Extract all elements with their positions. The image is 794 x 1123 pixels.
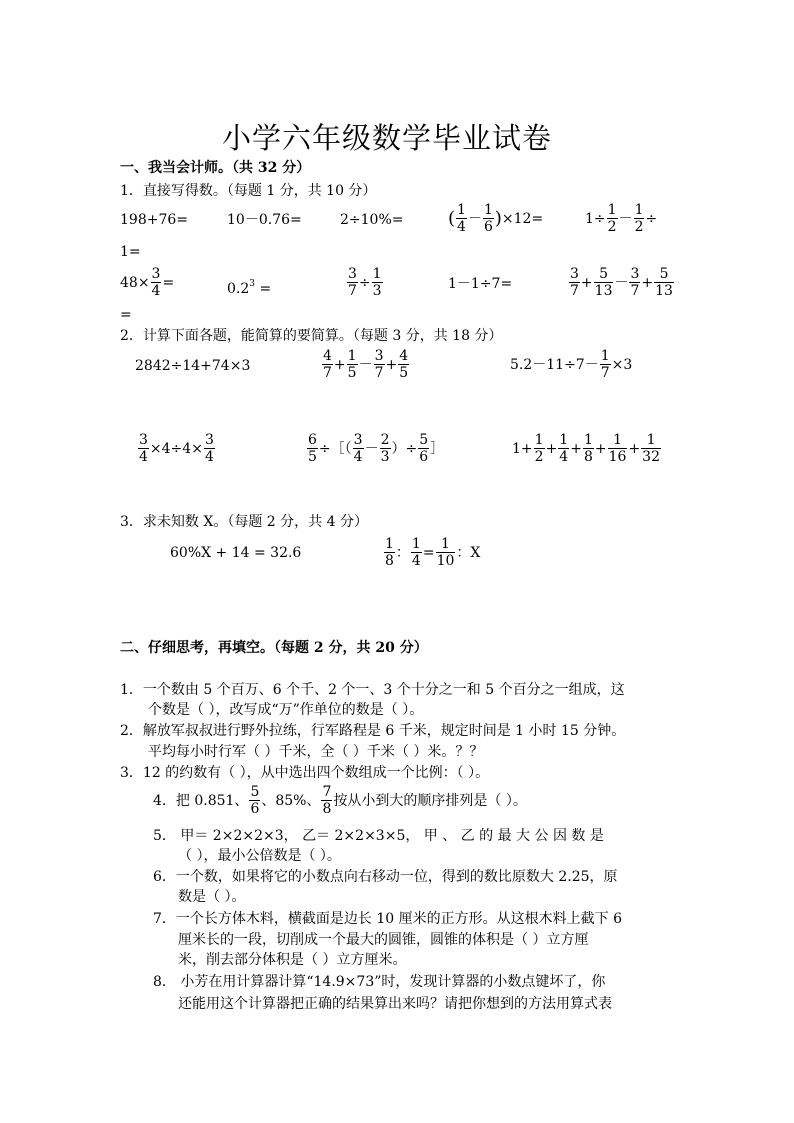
s2-line: （ ），最小公倍数是（ ）。: [178, 848, 341, 864]
fraction: $\frac{3}{4}$: [151, 266, 161, 299]
fraction: $\frac{3}{7}$: [374, 348, 384, 381]
fraction: $\frac{5}{6}$: [419, 432, 429, 465]
q2-item-6: 1+ $\frac{1}{2}$ + $\frac{1}{4}$ + $\frac{1}{8}$ + $\frac{1}{16}$ + $\frac{1}{32}$: [512, 432, 660, 465]
fraction: $\frac{3}{4}$: [204, 432, 214, 465]
fraction: $\frac{4}{7}$: [323, 348, 332, 381]
q1-item-4: ( $\frac{1}{4}$ － $\frac{1}{6}$ )×12=: [448, 202, 544, 235]
fraction: $\frac{1}{2}$: [534, 432, 544, 465]
q1-item-1: 198+76=: [120, 212, 188, 228]
fraction: $\frac{1}{4}$: [559, 432, 569, 465]
fraction: $\frac{1}{3}$: [372, 266, 382, 299]
fraction: $\frac{3}{7}$: [630, 266, 640, 299]
q3-item-1: 60%X + 14 = 32.6: [170, 545, 302, 561]
fraction: $\frac{3}{4}$: [139, 432, 148, 465]
fraction: $\frac{1}{10}$: [436, 536, 455, 569]
s2-line: 个数是（ ），改写成“万”作单位的数是（ ）。: [148, 702, 424, 718]
q1-item-5: 1÷ $\frac{1}{2}$ － $\frac{1}{2}$ ÷: [585, 202, 658, 235]
q1-wrap-1: 1=: [120, 244, 141, 260]
q1-item-6: 48× $\frac{3}{4}$ =: [120, 266, 175, 299]
s2-line: 厘米长的一段，切削成一个最大的圆锥，圆锥的体积是（ ）立方厘: [178, 932, 589, 948]
s2-line: 3．12 的约数有（ ），从中选出四个数组成一个比例：（ ）。: [120, 765, 490, 781]
q2-item-3: 5.2－11÷7－ $\frac{1}{7}$ ×3: [510, 348, 633, 381]
q1-wrap-2: =: [120, 307, 132, 323]
q2-item-5: $\frac{6}{5}$ ÷［（ $\frac{3}{4}$ － $\frac{2}{3}$ ）÷ $\frac{5}{6}$ ］: [308, 432, 445, 465]
s2-line: 7．一个长方体木料，横截面是边长 10 厘米的正方形。从这根木料上截下 6: [153, 911, 622, 927]
fraction: $\frac{5}{6}$: [250, 784, 260, 817]
q1-heading: 1．直接写得数。（每题 1 分，共 10 分）: [120, 183, 377, 199]
fraction: $\frac{1}{7}$: [600, 348, 610, 381]
fraction: $\frac{5}{13}$: [594, 266, 613, 299]
fraction: $\frac{1}{16}$: [608, 432, 627, 465]
fraction: $\frac{1}{32}$: [642, 432, 660, 465]
q2-item-4: $\frac{3}{4}$ ×4÷4× $\frac{3}{4}$: [139, 432, 214, 465]
page-title: 小学六年级数学毕业试卷: [222, 121, 553, 155]
fraction: $\frac{1}{6}$: [483, 202, 493, 235]
q2-heading: 2．计算下面各题，能简算的要简算。（每题 3 分，共 18 分）: [120, 328, 503, 344]
q3-item-2: $\frac{1}{8}$ ： $\frac{1}{4}$ = $\frac{1}{10}$ ：X: [385, 536, 481, 569]
s2-line: 2．解放军叔叔进行野外拉练，行军路程是 6 千米，规定时间是 1 小时 15 分钟。: [120, 723, 626, 739]
right-paren: ): [494, 207, 502, 229]
q1-item-2: 10－0.76=: [227, 212, 302, 228]
s2-line: 6．一个数，如果将它的小数点向右移动一位，得到的数比原数大 2.25，原: [153, 869, 618, 885]
fraction: $\frac{2}{3}$: [380, 432, 390, 465]
q2-item-2: $\frac{4}{7}$ + $\frac{1}{5}$ － $\frac{3}{7}$ + $\frac{4}{5}$: [323, 348, 409, 381]
s2-line: 5． 甲＝ 2×2×2×3， 乙＝ 2×2×3×5， 甲 、 乙 的 最 大 公 因 数 是: [153, 828, 604, 844]
section1-heading: 一、我当会计师。（共 32 分）: [120, 160, 311, 176]
fraction: $\frac{1}{5}$: [347, 348, 357, 381]
minus-sign: －: [467, 210, 482, 227]
fraction: $\frac{3}{7}$: [348, 266, 357, 299]
fraction: $\frac{1}{8}$: [583, 432, 593, 465]
fraction: $\frac{1}{8}$: [385, 536, 394, 569]
q1-item-10: $\frac{3}{7}$ + $\frac{5}{13}$ － $\frac{3}{7}$ + $\frac{5}{13}$: [570, 266, 673, 299]
s2-line: 1．一个数由 5 个百万、6 个千、2 个一、3 个十分之一和 5 个百分之一组成，这: [120, 682, 625, 698]
s2-item-4: 4．把 0.851、 $\frac{5}{6}$ 、85%、 $\frac{7}{8}$ 按从小到大的顺序排列是（ ）。: [153, 784, 527, 817]
q1-item-9: 1－1÷7=: [448, 276, 513, 292]
q1-item-8: $\frac{3}{7}$ ÷ $\frac{1}{3}$: [348, 266, 382, 299]
fraction: $\frac{6}{5}$: [308, 432, 317, 465]
fraction: $\frac{5}{13}$: [655, 266, 673, 299]
fraction: $\frac{1}{4}$: [457, 202, 466, 235]
fraction: $\frac{1}{2}$: [634, 202, 644, 235]
q1-item-7: $0.2^3$ =: [227, 279, 272, 297]
left-paren: (: [448, 207, 456, 229]
fraction: $\frac{1}{4}$: [411, 536, 421, 569]
fraction: $\frac{3}{4}$: [353, 432, 363, 465]
section2-heading: 二、仔细思考，再填空。（每题 2 分，共 20 分）: [120, 640, 428, 656]
q3-heading: 3．求未知数 X。（每题 2 分，共 4 分）: [120, 514, 368, 530]
q2-item-1: 2842÷14+74×3: [135, 358, 251, 374]
q1-item-3: 2÷10%=: [340, 212, 404, 228]
s2-line: 还能用这个计算器把正确的结果算出来吗？请把你想到的方法用算式表: [178, 996, 612, 1012]
fraction: $\frac{7}{8}$: [322, 784, 332, 817]
s2-line: 米，削去部分体积是（ ）立方厘米。: [178, 952, 407, 968]
fraction: $\frac{3}{7}$: [570, 266, 579, 299]
fraction: $\frac{4}{5}$: [399, 348, 409, 381]
s2-line: 8． 小芳在用计算器计算“14.9×73”时，发现计算器的小数点键坏了，你: [153, 974, 606, 990]
s2-line: 平均每小时行军（ ）千米，全（ ）千米（ ）米。？？: [148, 744, 484, 760]
fraction: $\frac{1}{2}$: [607, 202, 617, 235]
s2-line: 数是（ ）。: [178, 889, 246, 905]
